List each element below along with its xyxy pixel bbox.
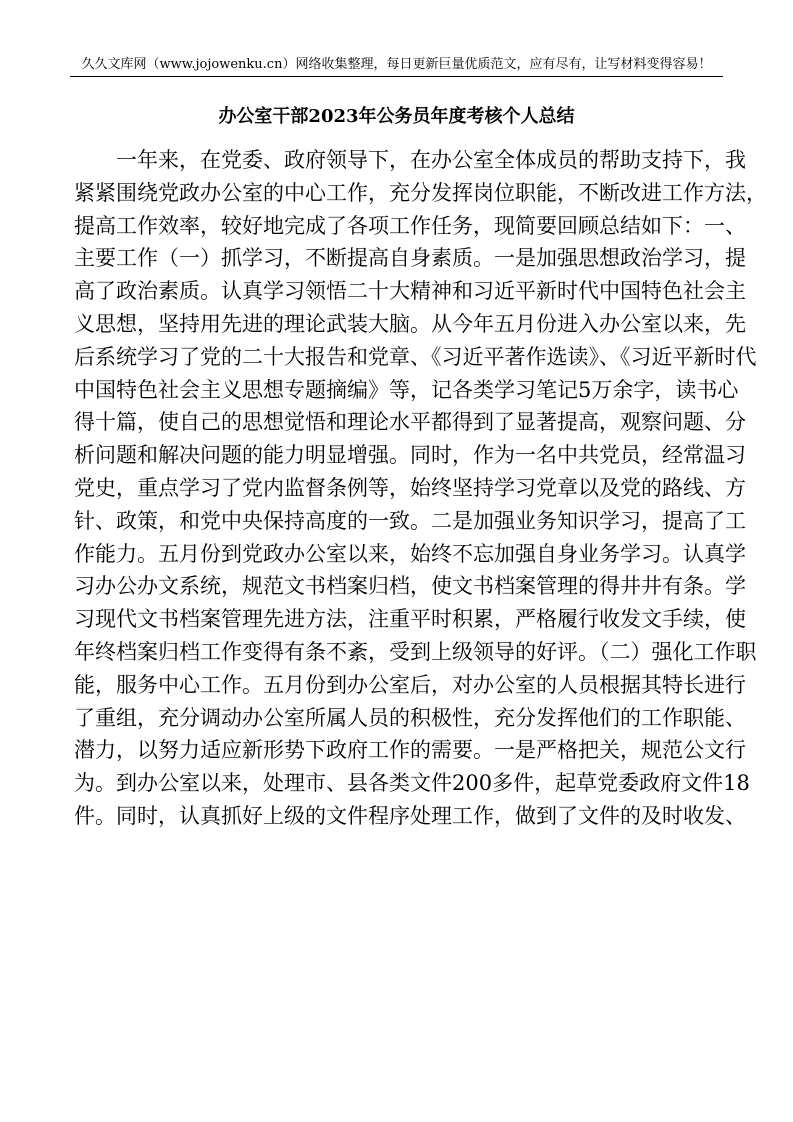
body-line: 中国特色社会主义思想专题摘编》等，记各类学习笔记5万余字，读书心	[74, 377, 739, 402]
body-line: 党史，重点学习了党内监督条例等，始终坚持学习党章以及党的路线、方	[74, 475, 746, 500]
body-line: 析问题和解决问题的能力明显增强。同时，作为一名中共党员，经常温习	[74, 443, 746, 468]
body-line: 作能力。五月份到党政办公室以来，始终不忘加强自身业务学习。认真学	[74, 541, 746, 566]
body-line: 得十篇，使自己的思想觉悟和理论水平都得到了显著提高，观察问题、分	[74, 410, 746, 435]
body-line: 了重组，充分调动办公室所属人员的积极性，充分发挥他们的工作职能、	[74, 705, 746, 730]
document-title: 办公室干部2023年公务员年度考核个人总结	[218, 106, 575, 127]
body-line: 习办公办文系统，规范文书档案归档，使文书档案管理的得井井有条。学	[74, 574, 746, 599]
header-divider	[70, 76, 723, 77]
body-line: 针、政策，和党中央保持高度的一致。二是加强业务知识学习，提高了工	[74, 508, 746, 533]
body-line: 后系统学习了党的二十大报告和党章、《习近平著作选读》、《习近平新时代	[74, 344, 757, 369]
page-header: 久久文库网（www.jojowenku.cn）网络收集整理，每日更新巨量优质范文，应有尽有，让写材料变得容易！	[81, 57, 712, 72]
body-line: 件。同时，认真抓好上级的文件程序处理工作，做到了文件的及时收发、	[74, 803, 746, 828]
body-line: 潜力，以努力适应新形势下政府工作的需要。一是严格把关，规范公文行	[74, 738, 746, 763]
body-line: 紧紧围绕党政办公室的中心工作，充分发挥岗位职能，不断改进工作方法，	[74, 180, 767, 205]
body-line: 能，服务中心工作。五月份到办公室后，对办公室的人员根据其特长进行	[74, 672, 746, 697]
body-line: 提高工作效率，较好地完成了各项工作任务，现简要回顾总结如下：一、	[74, 213, 746, 238]
body-line: 为。到办公室以来，处理市、县各类文件200多件，起草党委政府文件18	[74, 771, 750, 796]
body-line: 习现代文书档案管理先进方法，注重平时积累，严格履行收发文手续，使	[74, 607, 746, 632]
body-line: 主要工作（一）抓学习，不断提高自身素质。一是加强思想政治学习，提	[74, 246, 746, 271]
body-line: 义思想，坚持用先进的理论武装大脑。从今年五月份进入办公室以来，先	[74, 311, 746, 336]
body-line: 高了政治素质。认真学习领悟二十大精神和习近平新时代中国特色社会主	[74, 279, 746, 304]
body-line: 一年来，在党委、政府领导下，在办公室全体成员的帮助支持下，我	[116, 148, 746, 172]
document-body	[74, 144, 767, 833]
body-line: 年终档案归档工作变得有条不紊，受到上级领导的好评。（二）强化工作职	[74, 639, 757, 664]
